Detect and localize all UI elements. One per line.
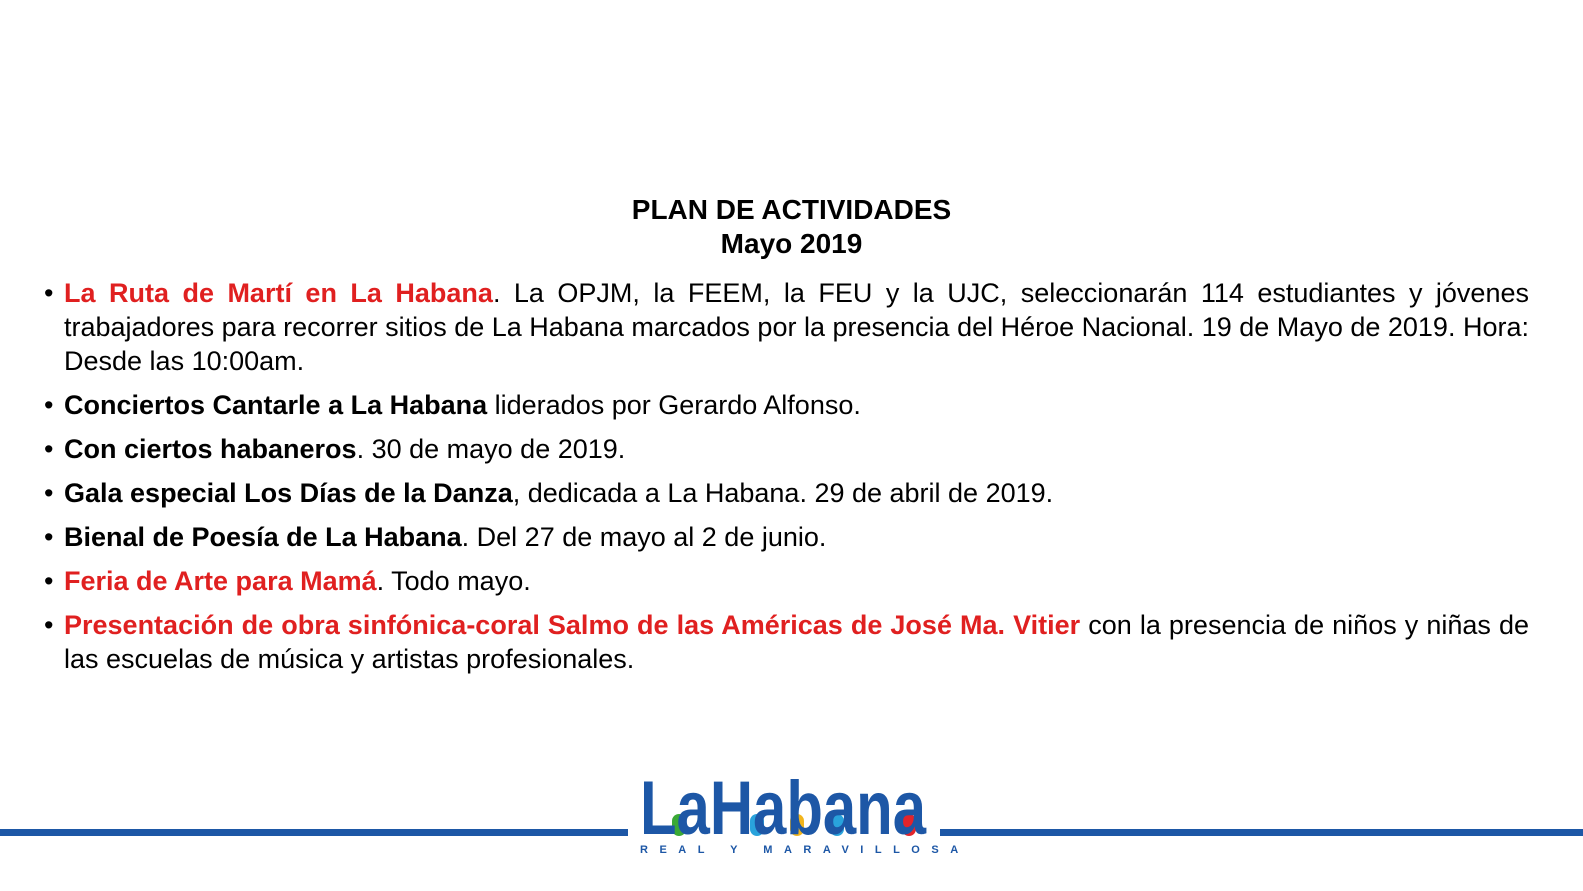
activity-description: liderados por Gerardo Alfonso.: [487, 390, 861, 420]
footer-divider-right: [940, 829, 1583, 836]
bullet: •: [44, 278, 54, 308]
activity-item: [44, 520, 1529, 554]
activity-description: . Del 27 de mayo al 2 de junio.: [461, 522, 827, 552]
activity-description: . Todo mayo.: [376, 566, 531, 596]
activity-description: . 30 de mayo de 2019.: [356, 434, 626, 464]
activity-description: , dedicada a La Habana. 29 de abril de 2019.: [512, 478, 1054, 508]
activity-title: La Ruta de Martí en La Habana: [64, 278, 493, 308]
bullet: •: [44, 522, 54, 552]
activity-description: con la presencia de niños y niñas de las escuelas de música y artistas profesionales.: [64, 610, 1529, 674]
bullet: •: [44, 566, 54, 596]
activity-item: [44, 432, 1529, 466]
activity-title: Presentación de obra sinfónica-coral Salmo de las Américas de José Ma. Vitier: [64, 610, 1081, 640]
la-habana-wordmark-icon: [640, 768, 930, 842]
logo-wordmark-text: LaHabana: [640, 768, 927, 842]
activity-item: [44, 608, 1529, 676]
activity-item: [44, 388, 1529, 422]
activity-title: Feria de Arte para Mamá: [64, 566, 377, 596]
activity-title: Conciertos Cantarle a La Habana: [64, 390, 488, 420]
activity-list: [44, 276, 1529, 686]
activity-title: Gala especial Los Días de la Danza: [64, 478, 513, 508]
activity-item: [44, 476, 1529, 510]
activity-item: [44, 276, 1529, 378]
bullet: •: [44, 390, 54, 420]
activity-title: Con ciertos habaneros: [64, 434, 357, 464]
bullet: •: [44, 478, 54, 508]
la-habana-logo: [640, 768, 970, 860]
activity-description: . La OPJM, la FEEM, la FEU y la UJC, seleccionarán 114 estudiantes y jóvenes trabajadores para recorrer sitios de La Habana marcados por la presencia del Héroe Nacional. 19 de Mayo de 2019. Hora: Desde las 10:00am.: [64, 278, 1529, 376]
logo-tagline: REAL Y MARAVILLOSA: [640, 844, 970, 856]
document-header: [0, 193, 1583, 261]
activity-item: [44, 564, 1529, 598]
document-title: PLAN DE ACTIVIDADES: [631, 194, 952, 225]
activity-title: Bienal de Poesía de La Habana: [64, 522, 462, 552]
bullet: •: [44, 434, 54, 464]
bullet: •: [44, 610, 54, 640]
footer-divider-left: [0, 829, 628, 836]
document-subtitle: Mayo 2019: [720, 228, 863, 259]
